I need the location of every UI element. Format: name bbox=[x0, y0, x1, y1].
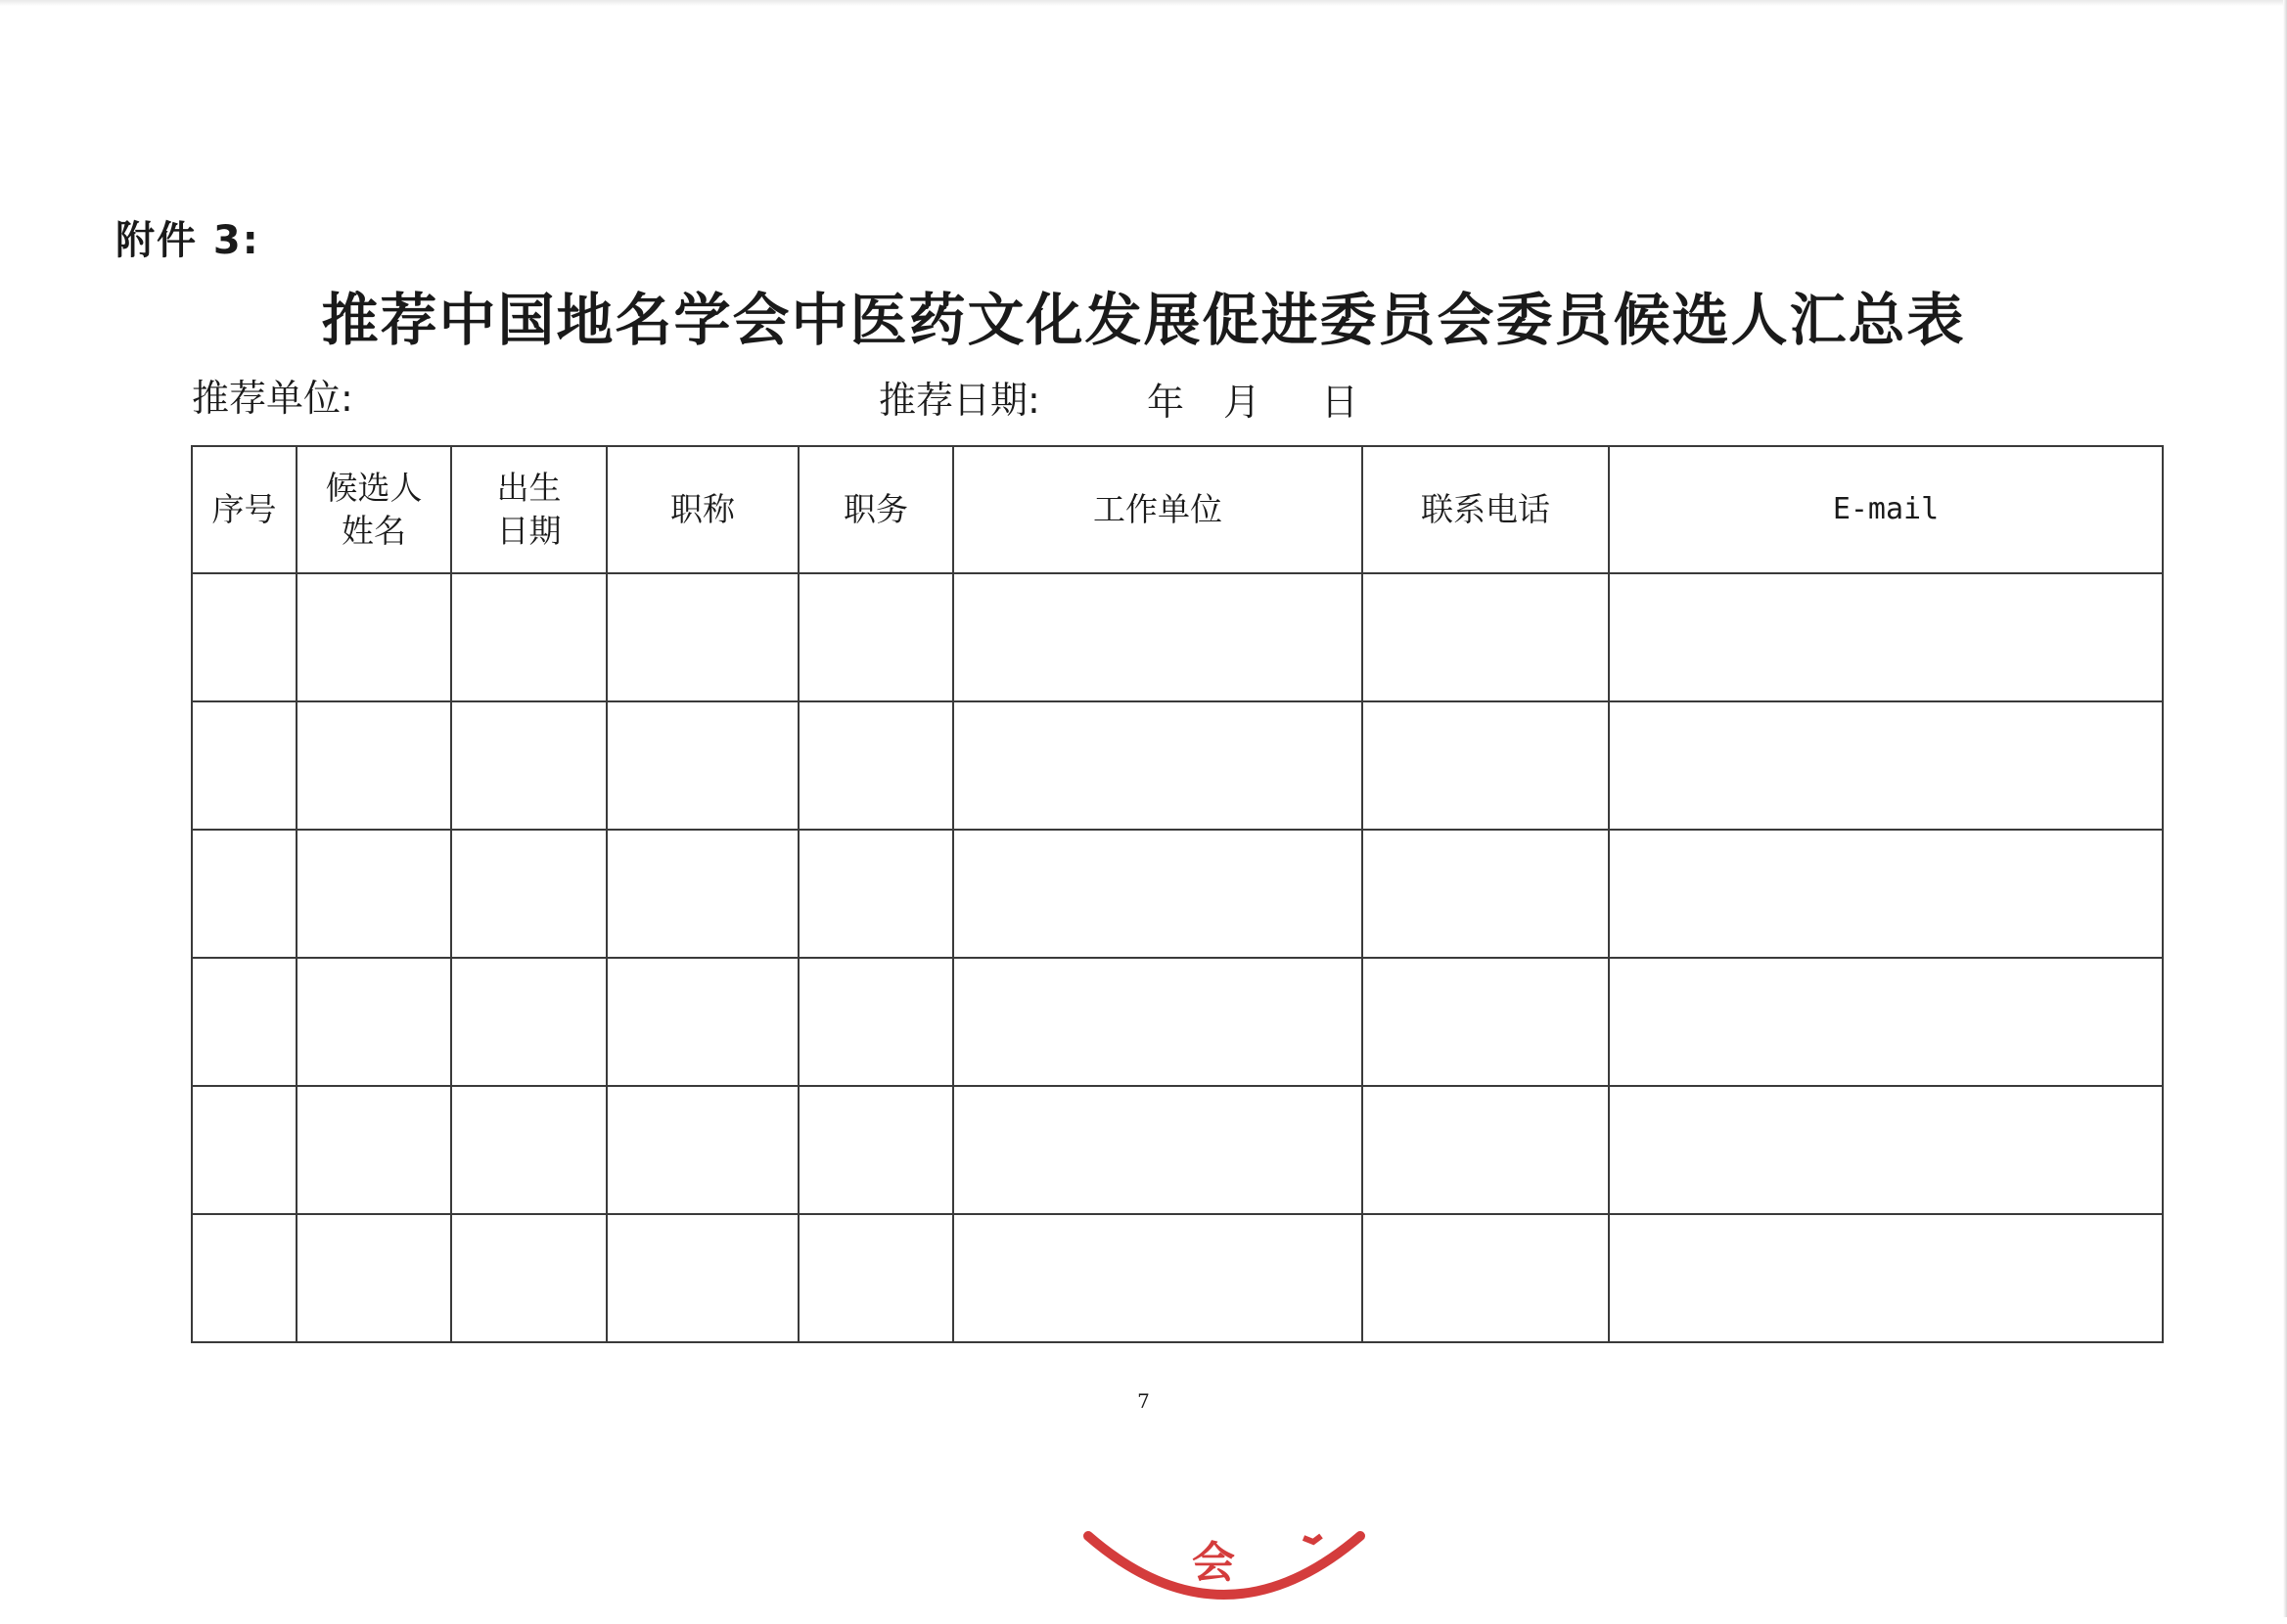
scan-right-edge bbox=[2283, 0, 2287, 1617]
header-cell-birth-date bbox=[451, 446, 607, 573]
table-cell[interactable] bbox=[799, 958, 953, 1086]
table-cell[interactable] bbox=[607, 573, 799, 701]
red-seal-stamp bbox=[1076, 1526, 1370, 1624]
table-cell[interactable] bbox=[1609, 958, 2163, 1086]
table-row bbox=[192, 1214, 2163, 1342]
table-cell[interactable] bbox=[297, 1086, 451, 1214]
table-cell[interactable] bbox=[799, 701, 953, 830]
table-cell[interactable] bbox=[1609, 1086, 2163, 1214]
table-cell[interactable] bbox=[451, 701, 607, 830]
header-label: 工作单位 bbox=[1093, 490, 1222, 528]
table-cell[interactable] bbox=[607, 958, 799, 1086]
date-day-label: 日 bbox=[1321, 381, 1359, 424]
table-cell[interactable] bbox=[607, 830, 799, 958]
table-header-row bbox=[192, 446, 2163, 573]
scan-top-edge bbox=[0, 0, 2287, 6]
attachment-label: 附件 3: bbox=[115, 218, 260, 263]
table-cell[interactable] bbox=[1362, 573, 1609, 701]
header-label: 序号 bbox=[211, 490, 277, 528]
table-cell[interactable] bbox=[953, 701, 1362, 830]
table-cell[interactable] bbox=[1362, 958, 1609, 1086]
page-number: 7 bbox=[1137, 1389, 1150, 1413]
table-cell[interactable] bbox=[451, 1086, 607, 1214]
form-title: 推荐中国地名学会中医药文化发展促进委员会委员候选人汇总表 bbox=[321, 287, 1966, 353]
header-cell-index bbox=[192, 446, 297, 573]
table-row bbox=[192, 958, 2163, 1086]
table-cell[interactable] bbox=[953, 573, 1362, 701]
table-cell[interactable] bbox=[1362, 1086, 1609, 1214]
header-cell-professional-title bbox=[607, 446, 799, 573]
table-cell[interactable] bbox=[1609, 701, 2163, 830]
table-row bbox=[192, 830, 2163, 958]
table-cell[interactable] bbox=[192, 1086, 297, 1214]
table-cell[interactable] bbox=[607, 701, 799, 830]
candidate-summary-table bbox=[191, 445, 2164, 1343]
table-cell[interactable] bbox=[192, 830, 297, 958]
table-cell[interactable] bbox=[953, 958, 1362, 1086]
table-row bbox=[192, 701, 2163, 830]
header-label: 联系电话 bbox=[1421, 490, 1550, 528]
table-cell[interactable] bbox=[297, 1214, 451, 1342]
table-cell[interactable] bbox=[297, 573, 451, 701]
header-label: 职称 bbox=[670, 490, 735, 528]
table-cell[interactable] bbox=[607, 1086, 799, 1214]
table-cell[interactable] bbox=[192, 958, 297, 1086]
header-label: 职务 bbox=[844, 490, 908, 528]
table-cell[interactable] bbox=[799, 1214, 953, 1342]
table-cell[interactable] bbox=[953, 830, 1362, 958]
table-cell[interactable] bbox=[192, 573, 297, 701]
table-cell[interactable] bbox=[799, 830, 953, 958]
header-cell-email bbox=[1609, 446, 2163, 573]
table-cell[interactable] bbox=[297, 830, 451, 958]
table-row bbox=[192, 573, 2163, 701]
table-cell[interactable] bbox=[451, 1214, 607, 1342]
header-cell-candidate-name bbox=[297, 446, 451, 573]
table-cell[interactable] bbox=[297, 701, 451, 830]
table-cell[interactable] bbox=[1609, 1214, 2163, 1342]
table-cell[interactable] bbox=[451, 573, 607, 701]
header-cell-position bbox=[799, 446, 953, 573]
table-cell[interactable] bbox=[799, 573, 953, 701]
recommend-date-label: 推荐日期: bbox=[879, 379, 1040, 422]
table-row bbox=[192, 1086, 2163, 1214]
table-cell[interactable] bbox=[1362, 701, 1609, 830]
table-cell[interactable] bbox=[1362, 1214, 1609, 1342]
table-body bbox=[192, 573, 2163, 1342]
table-cell[interactable] bbox=[451, 830, 607, 958]
table-cell[interactable] bbox=[607, 1214, 799, 1342]
date-year-label: 年 bbox=[1147, 381, 1185, 424]
table-cell[interactable] bbox=[953, 1086, 1362, 1214]
header-label: 候选人 姓名 bbox=[325, 469, 423, 550]
table-cell[interactable] bbox=[1609, 573, 2163, 701]
header-label: E-mail bbox=[1832, 492, 1940, 526]
date-month-label: 月 bbox=[1223, 381, 1261, 424]
header-cell-phone bbox=[1362, 446, 1609, 573]
table-cell[interactable] bbox=[799, 1086, 953, 1214]
recommending-unit-label: 推荐单位: bbox=[192, 377, 353, 420]
table-cell[interactable] bbox=[192, 1214, 297, 1342]
header-cell-work-unit bbox=[953, 446, 1362, 573]
table-cell[interactable] bbox=[953, 1214, 1362, 1342]
table-cell[interactable] bbox=[192, 701, 297, 830]
seal-visible-text: 会 bbox=[1192, 1538, 1235, 1588]
header-label: 出生 日期 bbox=[496, 469, 562, 550]
table-cell[interactable] bbox=[451, 958, 607, 1086]
table-cell[interactable] bbox=[1362, 830, 1609, 958]
table-cell[interactable] bbox=[1609, 830, 2163, 958]
seal-fragment bbox=[1304, 1536, 1321, 1542]
table-cell[interactable] bbox=[297, 958, 451, 1086]
